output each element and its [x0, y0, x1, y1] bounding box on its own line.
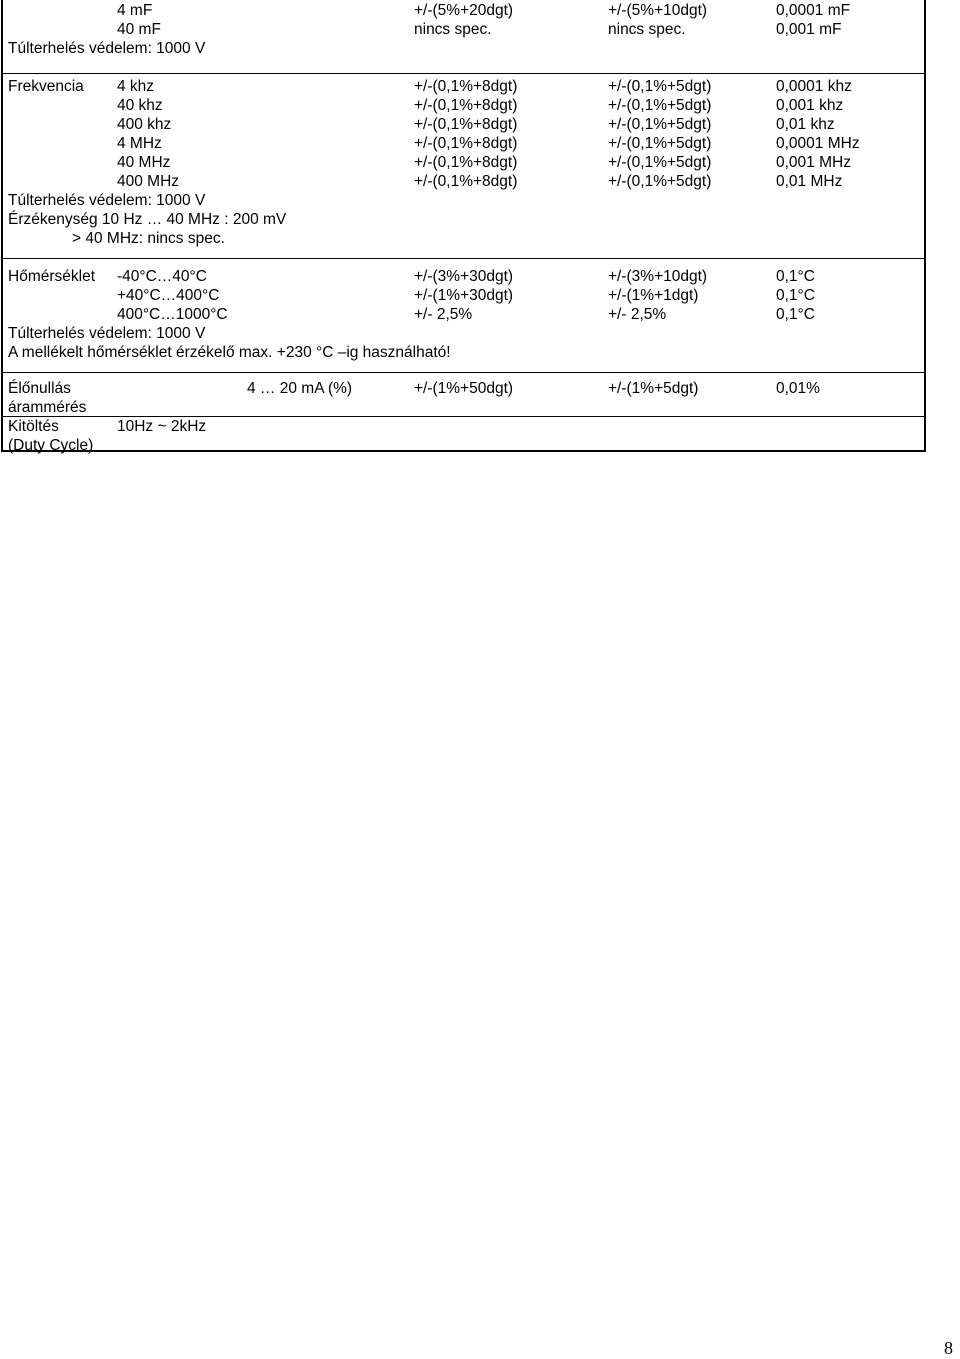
- section-label: Élőnullás: [8, 380, 71, 397]
- section-label: (Duty Cycle): [8, 437, 94, 454]
- accuracy-cell: +/-(0,1%+5dgt): [608, 154, 712, 171]
- note-text: A mellékelt hőmérséklet érzékelő max. +230 °C –ig használható!: [8, 344, 451, 361]
- section-label: Hőmérséklet: [8, 268, 95, 285]
- range-cell: 400 khz: [117, 116, 172, 133]
- accuracy-cell: +/-(0,1%+8dgt): [414, 97, 518, 114]
- range-cell: 40 khz: [117, 97, 163, 114]
- accuracy-cell: +/-(0,1%+8dgt): [414, 135, 518, 152]
- accuracy-cell: +/-(1%+50dgt): [414, 380, 514, 397]
- accuracy-cell: +/-(0,1%+5dgt): [608, 116, 712, 133]
- resolution-cell: 0,0001 khz: [776, 78, 852, 95]
- section-label: Frekvencia: [8, 78, 84, 95]
- accuracy-cell: +/-(0,1%+8dgt): [414, 78, 518, 95]
- range-cell: 4 mF: [117, 2, 153, 19]
- note-text: Érzékenység 10 Hz … 40 MHz : 200 mV: [8, 211, 287, 228]
- range-cell: 400°C…1000°C: [117, 306, 228, 323]
- accuracy-cell: +/-(0,1%+8dgt): [414, 116, 518, 133]
- note-text: Túlterhelés védelem: 1000 V: [8, 192, 206, 209]
- resolution-cell: 0,0001 MHz: [776, 135, 860, 152]
- resolution-cell: 0,001 khz: [776, 97, 844, 114]
- range-cell: 40 MHz: [117, 154, 171, 171]
- accuracy-cell: +/-(5%+20dgt): [414, 2, 514, 19]
- accuracy-cell: +/-(1%+5dgt): [608, 380, 699, 397]
- range-cell: +40°C…400°C: [117, 287, 220, 304]
- accuracy-cell: +/-(0,1%+5dgt): [608, 78, 712, 95]
- accuracy-cell: nincs spec.: [608, 21, 686, 38]
- range-cell: 400 MHz: [117, 173, 180, 190]
- accuracy-cell: +/-(0,1%+5dgt): [608, 173, 712, 190]
- range-cell: 40 mF: [117, 21, 161, 38]
- resolution-cell: 0,001 MHz: [776, 154, 851, 171]
- range-cell: 4 khz: [117, 78, 155, 95]
- note-text: Túlterhelés védelem: 1000 V: [8, 40, 206, 57]
- range-cell: -40°C…40°C: [117, 268, 207, 285]
- note-text: > 40 MHz: nincs spec.: [72, 230, 225, 247]
- resolution-cell: 0,001 mF: [776, 21, 842, 38]
- section-label: Kitöltés: [8, 418, 59, 435]
- range-cell: 10Hz ~ 2kHz: [117, 418, 207, 435]
- accuracy-cell: +/- 2,5%: [608, 306, 667, 323]
- accuracy-cell: +/-(1%+30dgt): [414, 287, 514, 304]
- accuracy-cell: +/-(0,1%+5dgt): [608, 135, 712, 152]
- range-cell: 4 MHz: [117, 135, 162, 152]
- page-number: 8: [944, 1338, 953, 1358]
- resolution-cell: 0,01%: [776, 380, 820, 397]
- resolution-cell: 0,1°C: [776, 306, 815, 323]
- resolution-cell: 0,01 MHz: [776, 173, 843, 190]
- accuracy-cell: +/- 2,5%: [414, 306, 473, 323]
- note-text: Túlterhelés védelem: 1000 V: [8, 325, 206, 342]
- accuracy-cell: +/-(3%+30dgt): [414, 268, 514, 285]
- range-cell: 4 … 20 mA (%): [247, 380, 353, 397]
- section-divider: [1, 73, 926, 74]
- accuracy-cell: +/-(0,1%+8dgt): [414, 154, 518, 171]
- accuracy-cell: +/-(5%+10dgt): [608, 2, 708, 19]
- resolution-cell: 0,1°C: [776, 268, 815, 285]
- accuracy-cell: +/-(1%+1dgt): [608, 287, 699, 304]
- accuracy-cell: nincs spec.: [414, 21, 492, 38]
- accuracy-cell: +/-(0,1%+8dgt): [414, 173, 518, 190]
- resolution-cell: 0,0001 mF: [776, 2, 851, 19]
- section-divider: [1, 258, 926, 259]
- resolution-cell: 0,1°C: [776, 287, 815, 304]
- resolution-cell: 0,01 khz: [776, 116, 835, 133]
- section-label: árammérés: [8, 399, 87, 416]
- accuracy-cell: +/-(3%+10dgt): [608, 268, 708, 285]
- accuracy-cell: +/-(0,1%+5dgt): [608, 97, 712, 114]
- section-divider: [1, 372, 926, 373]
